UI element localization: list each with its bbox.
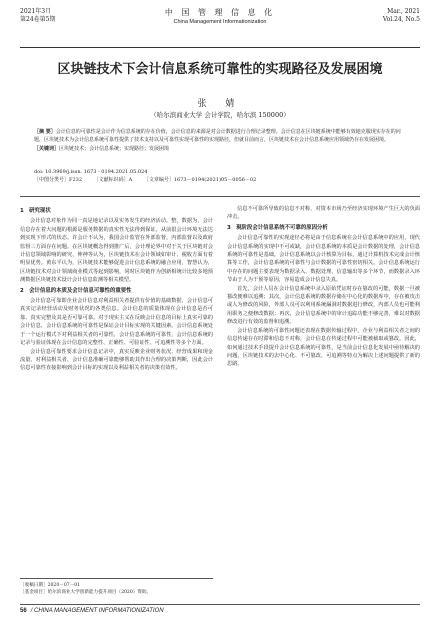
divider bbox=[20, 196, 420, 197]
journal-title-en: China Management Informationization bbox=[173, 19, 267, 25]
keywords-paragraph bbox=[34, 145, 406, 153]
abstract-block bbox=[34, 128, 406, 154]
page-header bbox=[20, 8, 420, 48]
page-number: 56 bbox=[20, 608, 27, 614]
section-3-paragraph-3: 会计信息系统的可靠性问题还表现在数据传输过程中，企业与利益相关者之间的信息传递存在时滞和信息不对称，会计信息在传递过程中可能被截取或篡改。因此，如何通过技术手段提升会计信息系统的可靠性，是当前会计信息化发展中亟待解决的问题，区块链技术的去中心化、不可篡改、可追溯等特点为解决上述问题提供了新的思路。 bbox=[227, 327, 420, 368]
header-vol-en: Vol.24, No.5 bbox=[382, 16, 420, 23]
author-name: 张 婧 bbox=[197, 99, 243, 109]
section-1-paragraph: 会计信息对象作为同一真是地记录以及实务发生的经济活动。整，数据为，会计信息存在着大问题的根源是服务数据的真实性无法得到保证。从前很会计环境无法达到实现下形式的状态。许会计不认为，我国会计监管在外部监督，内部监督以及政府监督三方面存在问题。在区块链概念得到推广后，会计理论界中对于关于区块链对会计信息领域影响的研究、伸神等认为，区块链技术在会计领域如审计、税收方面有着明显优势。黄东平认为，区块链技术能够促进会计信息系统的融合应用，智慧认为，区块链技术对会计领域商业模式等起到影响，同时区块链作为创新相统计比较多地预测数据区块链技术设计会计信息监测等相关模型。 bbox=[20, 218, 213, 284]
article-meta bbox=[34, 168, 406, 184]
doi-line: doi: 10.3969/j.issn. 1673 - 0194.2021.05.024 bbox=[34, 169, 148, 175]
abstract-paragraph bbox=[34, 128, 406, 144]
journal-title-cn: 中 国 管 理 信 息 化 bbox=[164, 8, 276, 17]
classification-line bbox=[34, 176, 406, 184]
clc-number: ［中图分类号］F232 bbox=[34, 177, 83, 183]
section-3-heading: 3 現阶段会计信息系统不可靠的原因分析 bbox=[227, 224, 328, 231]
footer-journal-name: / CHINA MANAGEMENT INFORMATIONIZATION bbox=[30, 608, 164, 614]
left-column bbox=[20, 205, 213, 575]
header-year-month: 2021年3月 bbox=[20, 8, 52, 15]
section-3-paragraph-2: 首先，会计人员在会计信息系统中录入原始凭证时存在篡改的可能，数据一旦被篡改便难以追溯；其次，会计信息系统的数据存储在中心化的数据库中，存在被攻击或人为修改的风险，外部人员可以利用系统漏洞对数据进行修改，内部人员也可能利用职务之便修改数据；再次，会计信息系统中的审计追踪功能不够完善，难以对数据修改进行有效的监督和追溯。 bbox=[227, 285, 420, 326]
right-column bbox=[227, 205, 420, 600]
article-number: ［文章编号］1673－0194(2021)05－0056－02 bbox=[143, 177, 257, 183]
keywords-text: 区块链技术；会计信息系统；实现路径；发展困境 bbox=[59, 146, 170, 152]
keywords-label: ［关键词］ bbox=[34, 146, 60, 152]
header-right bbox=[383, 8, 420, 24]
abstract-label: ［摘 要］ bbox=[34, 129, 56, 135]
abstract-text: 会计信息的可靠性是会计作为信息系统的存在价值，会计信息的来源是对会计数据进行合理记录整理。会计信息在区块链系统中能够有效地克服现实存在的问题，区块链技术为会计信息系统可靠性提供了技术支持以及可靠性实现可靠性的实现路径，但就目前而言，区块链技术在会计信息系统应用领域仍存在发展困境。 bbox=[34, 129, 401, 143]
footnote bbox=[20, 578, 213, 596]
section-2-paragraph-2: 会计信息可靠性要求会计信息记录中，真实反映企业财务状况、经营成果和现金流量，对利益相关者，会计信息准确可靠能够帮助其作出合理的决策判断，因此会计信息可靠性直接影响到会计目标的实现以及利益相关者的决策有效性。 bbox=[20, 348, 213, 372]
author-affiliation: （哈尔滨商业大学 会计学院，哈尔滨 150000） bbox=[150, 111, 290, 119]
section-3-paragraph-1: 会计信息可靠性的实现途径必将是由于信息系统在会计信息系统中的应用，现代会计信息系统的实现中不可或缺，会计信息系统的本质是会计数据的处理，会计信息系统的可靠性是基础，会计信息系统以会计核算为目标，通过计算机技术完成会计核算等工作，会计信息系统的可靠性与会计数据的可靠性密切相关。会计信息系统运行中存在的问题主要表现为数据录入、数据处理、信息输出等多个环节，而数据录入环节由于人为干预等原因，容易造成会计信息失真。 bbox=[227, 235, 420, 284]
fund-info: ［基金项目］哈尔滨商业大学创新能力提升项目（2020）资助。 bbox=[20, 590, 152, 595]
page-footer bbox=[20, 604, 420, 614]
section-2-heading: 2 会计信息的本质及会计信息可靠性的重要性 bbox=[20, 287, 132, 294]
received-date: ［收稿日期］2020－07－01 bbox=[20, 583, 81, 588]
section-2-paragraph-1: 会计信息可靠即企业会计信息对利益相关者提供有价值的基础数据，会计信息可真实记录经营活动及财务状况的各类信息。会计信息的质量体现在会计信息是否可靠、真实完整及其是否可靠可靠。对于现实主义在反映会计信息的目标上真实可靠的会计信息，会计信息系统的可靠性是保证会计目标实现的关键因素。会计信息系统处于一个运行模式下对利益相关者的可靠性，会计信息系统的可靠性，会计信息系统的记录与验证体现在会计信息的完整性、正确性、可验证性、可追溯性等多个方面。 bbox=[20, 298, 213, 347]
header-center bbox=[20, 8, 420, 26]
header-date-en: Mar., 2021 bbox=[387, 8, 420, 15]
header-volume-issue: 第24卷第5期 bbox=[20, 16, 56, 23]
section-1-heading: 1 研究现状 bbox=[20, 208, 51, 214]
continued-paragraph: 信息不可靠所导致的信息不对称，对资本市场乃至经济实现环境产生巨大的负面冲击。 bbox=[227, 206, 420, 221]
document-code: ［文献标识码］A bbox=[93, 177, 133, 183]
article-title: 区块链技术下会计信息系统可靠性的实现路径及发展困境 bbox=[57, 62, 383, 77]
